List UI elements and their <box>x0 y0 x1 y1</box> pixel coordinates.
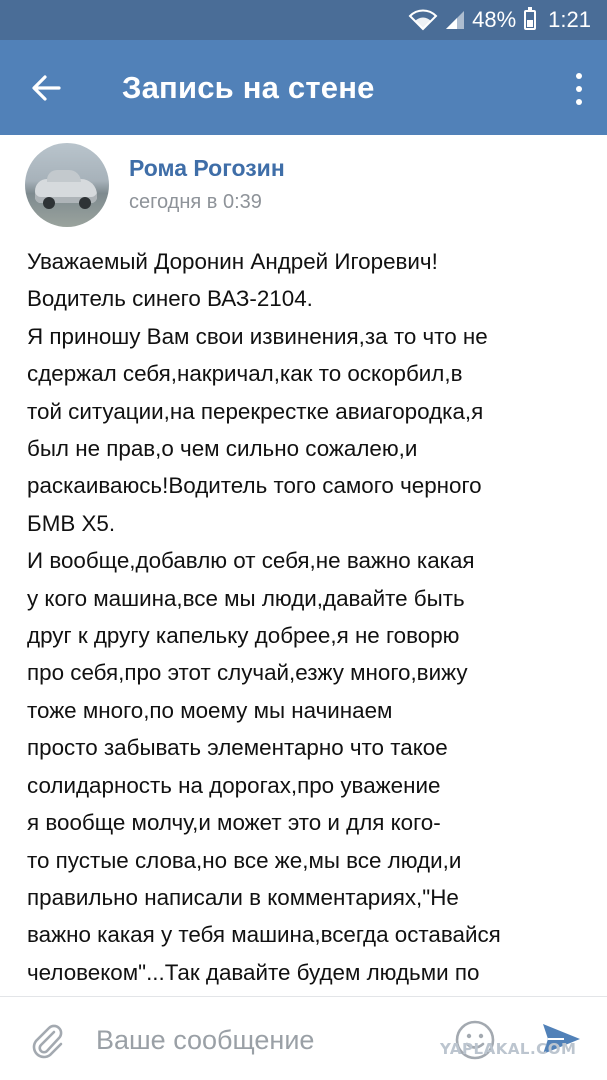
post-text <box>27 243 587 1029</box>
signal-icon <box>444 9 466 31</box>
post-line: раскаиваюсь!Водитель того самого черного <box>27 473 482 499</box>
post-line: правильно написали в комментариях,"Не <box>27 884 459 910</box>
post-line: Водитель синего ВАЗ-2104. <box>27 286 313 312</box>
post-date: сегодня в 0:39 <box>129 191 262 213</box>
post-line: друг к другу капельку добрее,я не говорю <box>27 623 460 649</box>
post-line: той ситуации,на перекрестке авиагородка,я <box>27 398 484 424</box>
arrow-left-icon <box>31 75 61 101</box>
post-header <box>0 135 607 235</box>
more-vertical-icon[interactable] <box>573 73 585 105</box>
wifi-icon <box>408 9 438 31</box>
post-line: тоже много,по моему мы начинаем <box>27 697 393 723</box>
post-line: Уважаемый Доронин Андрей Игоревич! <box>27 249 438 274</box>
watermark: YAPLAKAL.COM <box>440 1040 577 1058</box>
author-name[interactable]: Рома Рогозин <box>129 155 285 181</box>
post-line: я вообще молчу,и может это и для кого- <box>27 810 441 836</box>
page-title: Запись на стене <box>122 69 375 105</box>
post-line: солидарность на дорогах,про уважение <box>27 772 441 798</box>
battery-icon <box>524 10 536 30</box>
post-line: у кого машина,все мы люди,давайте быть <box>27 585 465 611</box>
post-line: И вообще,добавлю от себя,не важно какая <box>27 548 475 574</box>
message-input[interactable]: Ваше сообщение <box>96 1025 315 1055</box>
message-composer <box>0 996 607 1080</box>
post-line: БМВ Х5. <box>27 510 116 536</box>
battery-percent: 48% <box>472 7 517 32</box>
status-bar <box>0 0 607 40</box>
post-line: важно какая у тебя машина,всегда оставайся <box>27 922 501 948</box>
post-line: человеком"...Так давайте будем людьми по <box>27 959 480 985</box>
post-line: сдержал себя,накричал,как то оскорбил,в <box>27 361 463 387</box>
avatar[interactable] <box>25 143 109 227</box>
paperclip-icon[interactable] <box>28 1021 66 1059</box>
app-bar <box>0 40 607 135</box>
post-line: про себя,про этот случай,езжу много,вижу <box>27 660 468 686</box>
post-line: был не прав,о чем сильно сожалею,и <box>27 436 418 462</box>
post-line: то пустые слова,но все же,мы все люди,и <box>27 847 462 873</box>
post-line: Я приношу Вам свои извинения,за то что не <box>27 323 488 349</box>
post-line: просто забывать элементарно что такое <box>27 735 448 761</box>
back-button[interactable] <box>0 40 92 135</box>
clock: 1:21 <box>548 7 591 32</box>
